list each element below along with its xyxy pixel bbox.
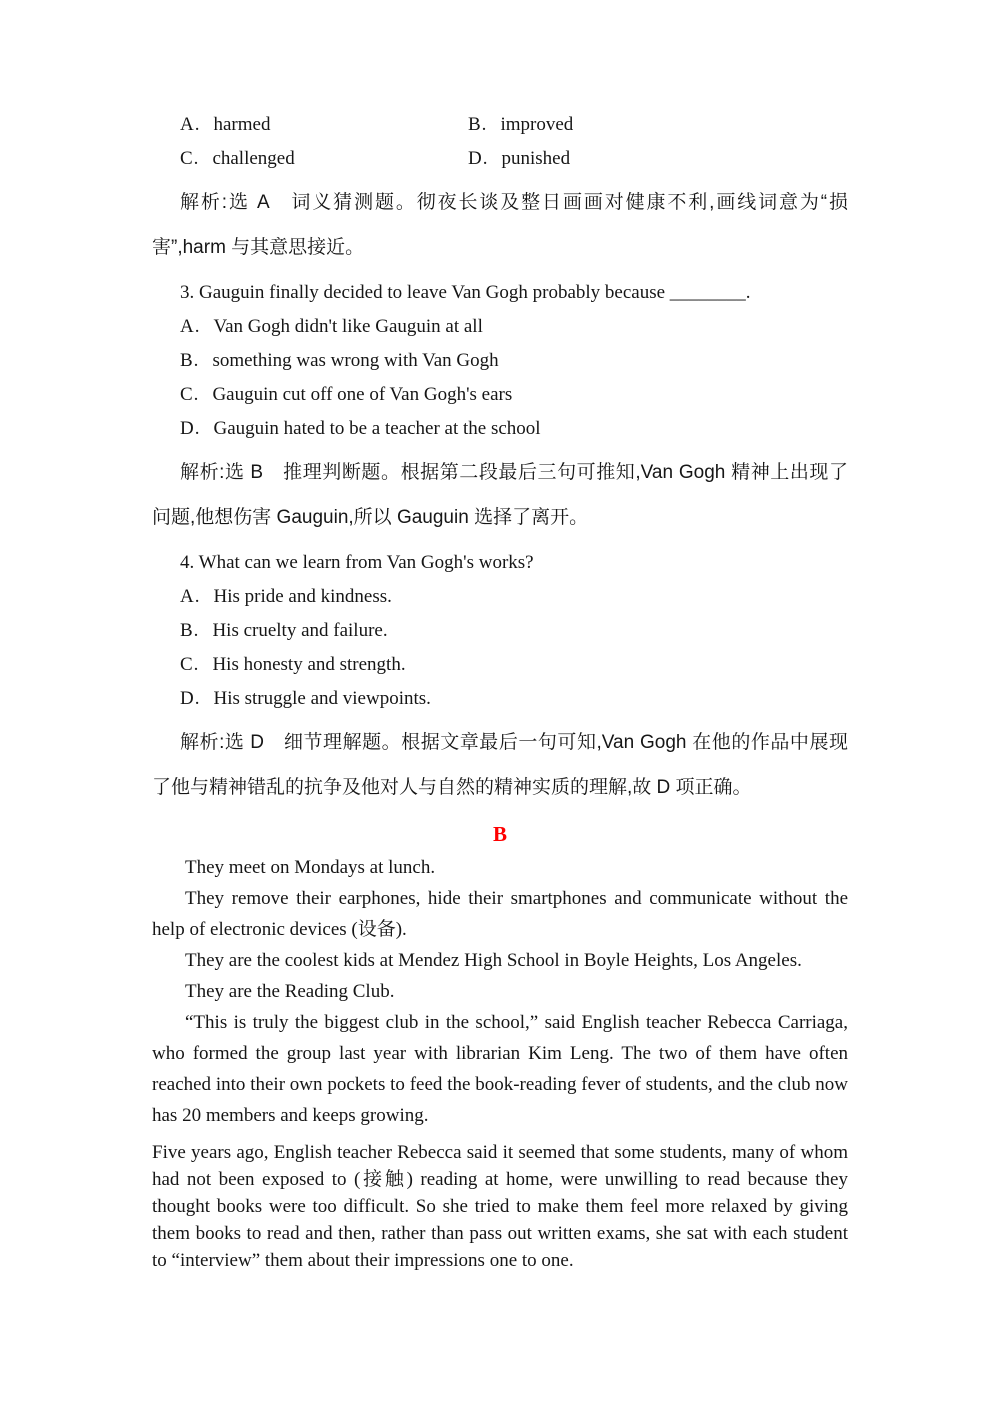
option-letter: B. bbox=[468, 114, 488, 135]
option-row-c bbox=[152, 378, 848, 412]
option-text: something was wrong with Van Gogh bbox=[212, 350, 499, 371]
option-text: His cruelty and failure. bbox=[212, 620, 388, 641]
option-row-a bbox=[152, 310, 848, 344]
question3-stem: 3. Gauguin finally decided to leave Van Gogh probably because ________. bbox=[180, 282, 751, 303]
section-b-heading: B bbox=[492, 822, 507, 846]
option-row-b bbox=[152, 344, 848, 378]
option-row-a bbox=[152, 580, 848, 614]
option-letter: D. bbox=[180, 688, 201, 709]
analysis-q4: 解析:选 D 细节理解题。根据文章最后一句可知,Van Gogh 在他的作品中展现了他与精神错乱的抗争及他对人与自然的精神实质的理解,故 D 项正确。 bbox=[152, 732, 848, 798]
option-row-d bbox=[468, 142, 848, 176]
analysis-q3: 解析:选 B 推理判断题。根据第二段最后三句可推知,Van Gogh 精神上出现了问题,他想伤害 Gauguin,所以 Gauguin 选择了离开。 bbox=[152, 462, 848, 528]
option-letter: A. bbox=[180, 586, 201, 607]
option-row-d bbox=[152, 412, 848, 446]
option-text: Van Gogh didn't like Gauguin at all bbox=[213, 316, 483, 337]
option-letter: D. bbox=[180, 418, 201, 439]
passage-paragraph-2: They remove their earphones, hide their smartphones and communicate without the help of electronic devices (设备). bbox=[152, 888, 848, 940]
question4-stem: 4. What can we learn from Van Gogh's works? bbox=[180, 552, 534, 573]
option-text: challenged bbox=[212, 148, 295, 169]
option-text: harmed bbox=[213, 114, 271, 135]
option-letter: B. bbox=[180, 350, 200, 371]
option-text: Gauguin cut off one of Van Gogh's ears bbox=[212, 384, 513, 405]
option-letter: C. bbox=[180, 654, 200, 675]
option-row-c bbox=[180, 142, 468, 176]
question2-options bbox=[152, 108, 848, 176]
passage-paragraph-5: “This is truly the biggest club in the school,” said English teacher Rebecca Carriaga, who formed the group last year with librarian Kim Leng. The two of them have often reached into their own pockets to feed the book-reading fever of students, and the club now has 20 members and keeps growing. bbox=[152, 1012, 848, 1126]
option-text: improved bbox=[500, 114, 574, 135]
question3-options bbox=[152, 310, 848, 446]
option-row-d bbox=[152, 682, 848, 716]
option-text: Gauguin hated to be a teacher at the school bbox=[213, 418, 541, 439]
option-row-c bbox=[152, 648, 848, 682]
passage-paragraph-6: Five years ago, English teacher Rebecca said it seemed that some students, many of whom had not been exposed to (接触) reading at home, were unwilling to read because they thought books were too difficult. So she tried to make them feel more relaxed by giving them books to read and then, rather than pass out written exams, she sat with each student to “interview” them about their impressions one to one. bbox=[152, 1142, 848, 1271]
analysis-q2: 解析:选 A 词义猜测题。彻夜长谈及整日画画对健康不利,画线词意为“损害”,harm 与其意思接近。 bbox=[152, 192, 848, 258]
option-text: punished bbox=[501, 148, 571, 169]
option-letter: A. bbox=[180, 114, 201, 135]
option-row-b bbox=[152, 614, 848, 648]
option-row-a bbox=[180, 108, 468, 142]
option-row-b bbox=[468, 108, 848, 142]
option-text: His pride and kindness. bbox=[213, 586, 392, 607]
question4-options bbox=[152, 580, 848, 716]
option-text: His struggle and viewpoints. bbox=[213, 688, 431, 709]
option-letter: C. bbox=[180, 384, 200, 405]
option-letter: A. bbox=[180, 316, 201, 337]
option-letter: B. bbox=[180, 620, 200, 641]
passage-paragraph-1: They meet on Mondays at lunch. bbox=[185, 857, 436, 878]
option-letter: D. bbox=[468, 148, 489, 169]
option-letter: C. bbox=[180, 148, 200, 169]
passage-paragraph-4: They are the Reading Club. bbox=[185, 981, 395, 1002]
option-text: His honesty and strength. bbox=[212, 654, 406, 675]
passage-paragraph-3: They are the coolest kids at Mendez High School in Boyle Heights, Los Angeles. bbox=[185, 950, 802, 971]
